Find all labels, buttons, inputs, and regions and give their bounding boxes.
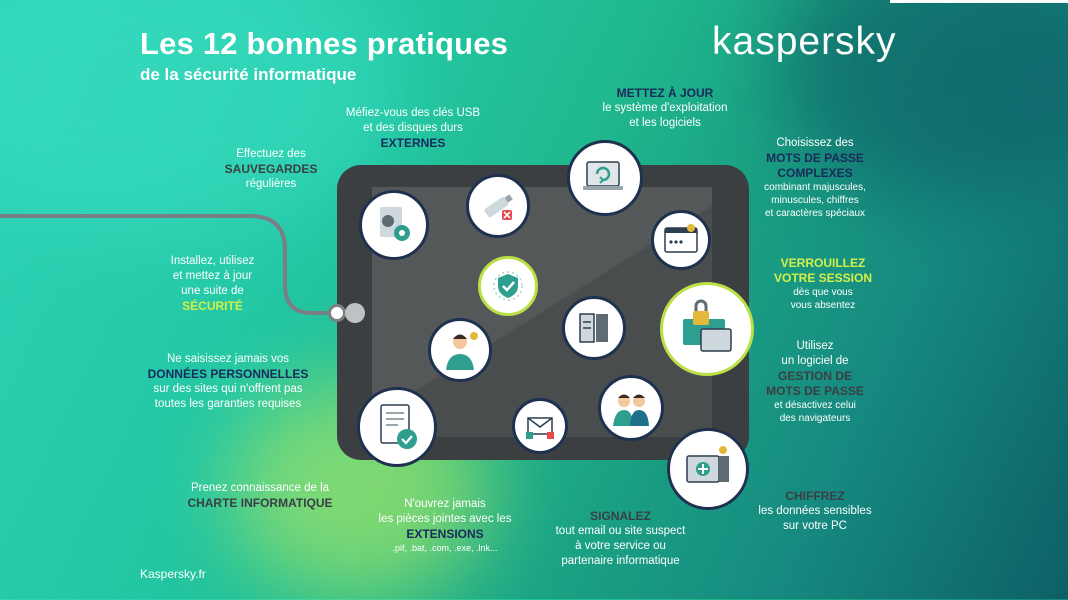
server-rack-icon <box>562 296 626 360</box>
tip-security-line2: et mettez à jour <box>172 270 253 282</box>
laptop-update-icon <box>567 140 643 216</box>
tip-personal-line1: Ne saisissez jamais vos <box>166 353 290 365</box>
tip-security-line1: Installez, utilisez <box>170 255 255 267</box>
tip-password <box>740 136 890 220</box>
tip-manager-emphasis2: MOTS DE PASSE <box>766 384 864 398</box>
tip-manager-small2: des navigateurs <box>779 413 851 424</box>
tip-report <box>538 509 703 569</box>
tip-charter <box>160 481 360 511</box>
tip-personal-line3: toutes les garanties requises <box>154 398 302 410</box>
tip-update-emphasis: METTEZ À JOUR <box>616 86 714 100</box>
tip-encrypt-emphasis: CHIFFREZ <box>785 489 845 503</box>
tip-encrypt-line1: les données sensibles <box>758 505 872 517</box>
tip-backup-emphasis: SAUVEGARDES <box>224 162 318 176</box>
tip-password-small3: et caractères spéciaux <box>764 208 866 219</box>
tip-security-line3: une suite de <box>181 285 244 297</box>
tip-update <box>570 86 760 131</box>
tip-manager <box>740 339 890 425</box>
tip-password-line1: Choisissez des <box>776 137 854 149</box>
tip-password-small2: minuscules, chiffres <box>771 195 859 206</box>
person-thinking-icon <box>428 318 492 382</box>
tip-update-line1: le système d'exploitation <box>602 102 728 114</box>
kaspersky-logo: kaspersky <box>712 20 897 63</box>
browser-password-icon <box>651 210 711 270</box>
tip-report-line3: partenaire informatique <box>561 555 680 567</box>
tip-password-emphasis1: MOTS DE PASSE <box>766 151 864 165</box>
tip-usb <box>318 106 508 151</box>
tip-charter-line1: Prenez connaissance de la <box>190 482 330 494</box>
gear-document-icon <box>359 190 429 260</box>
email-attachment-icon <box>512 398 568 454</box>
tip-lock-small1: dès que vous <box>793 287 853 298</box>
tip-encrypt-line2: sur votre PC <box>783 520 847 532</box>
tip-attach-line1: N'ouvrez jamais <box>404 498 486 510</box>
usb-key-icon <box>466 174 530 238</box>
tip-manager-emphasis1: GESTION DE <box>777 369 852 383</box>
encrypted-computer-icon <box>667 428 749 510</box>
tip-backup-line2: régulières <box>245 178 297 190</box>
tip-attach-small1: .pif, .bat, .com, .exe, .lnk... <box>392 543 498 553</box>
tip-backup <box>196 147 346 192</box>
tip-usb-emphasis: EXTERNES <box>380 136 446 150</box>
tip-attach <box>356 497 534 555</box>
tip-attach-line2: les pièces jointes avec les <box>378 513 512 525</box>
tip-backup-line1: Effectuez des <box>236 148 306 160</box>
tip-personal-emphasis: DONNÉES PERSONNELLES <box>147 367 309 381</box>
tip-security-emphasis: SÉCURITÉ <box>182 299 243 313</box>
tip-personal <box>128 352 328 412</box>
tip-report-line2: à votre service ou <box>575 540 666 552</box>
page-title: Les 12 bonnes pratiques <box>140 26 509 61</box>
tip-manager-line1: Utilisez <box>796 340 834 352</box>
tip-report-line1: tout email ou site suspect <box>555 525 686 537</box>
tablet-button <box>345 303 365 323</box>
tip-encrypt <box>740 489 890 534</box>
tip-password-small1: combinant majuscules, <box>764 182 866 193</box>
tip-lock-emphasis2: VOTRE SESSION <box>773 271 873 285</box>
tip-lock-emphasis1: VERROUILLEZ <box>780 256 866 270</box>
certificate-icon <box>357 387 437 467</box>
tablet-camera <box>328 304 346 322</box>
tip-personal-line2: sur des sites qui n'offrent pas <box>153 383 303 395</box>
tip-lock-small2: vous absentez <box>790 300 856 311</box>
tip-manager-line2: un logiciel de <box>781 355 849 367</box>
tip-report-emphasis: SIGNALEZ <box>590 509 651 523</box>
tip-lock <box>748 256 898 312</box>
tip-usb-line2: et des disques durs <box>363 122 463 134</box>
tip-security <box>140 254 285 314</box>
team-support-icon <box>598 375 664 441</box>
tip-usb-line1: Méfiez-vous des clés USB <box>345 107 481 119</box>
tip-manager-small1: et désactivez celui <box>774 400 856 411</box>
footer-site-link[interactable]: Kaspersky.fr <box>140 567 206 581</box>
tip-update-line2: et les logiciels <box>629 117 701 129</box>
page-subtitle: de la sécurité informatique <box>140 65 357 84</box>
tip-attach-emphasis: EXTENSIONS <box>406 527 484 541</box>
tip-password-emphasis2: COMPLEXES <box>777 166 853 180</box>
shield-check-icon <box>478 256 538 316</box>
tip-charter-emphasis: CHARTE INFORMATIQUE <box>187 496 333 510</box>
